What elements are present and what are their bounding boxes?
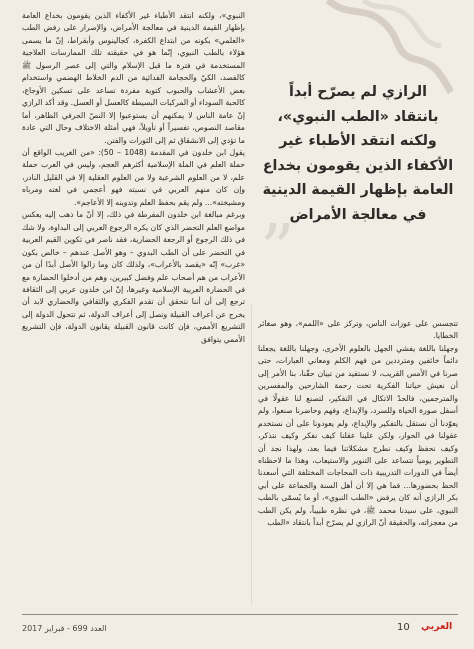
left-paragraph-1: النبوي»، ولكنه انتقد الأطباء غير الأكفاء الذين يقومون بخداع العامة بإظهار القيمة الدينية في معالجة الأمراض، والإصرار على رفض الطب «العلمي» بكونه من ابتداع الكفرة، كجالينوس وأبقراط، إنّ ما يسمى هؤلاء بالطب النبوي، إنّما هو في حقيقته تلك الممارسات العلاجية المستخدمة في فترة ما قبل الإسلام والتي إلى عصر الرسول ﷺ كالفصد، الكيّ والحجامة الفدائية من الدم الخلاط الهضمي واستخدام بعض الأعشاب والحبوب كتوية مفردة تساعد على تسكين الأوجاع، كالحبة السوداء أو المركبات البسيطة كالعسل أو العسل. وقد أكد الرازي إنّ عامة الناس لا يمكنهم أن يستوعبوا إلا النصّ الحرفي الظاهر، أما مقاصد النصوص، تفسيراً أو تأويلاً، فهي أمثلة الاختلاف وحال التي عادة ما تؤدي إلى الانشقاق ثم إلى الثورات والفتن. bbox=[22, 11, 245, 145]
pull-quote-line: في معالجة الأمراض bbox=[289, 206, 427, 223]
page-footer bbox=[0, 610, 474, 649]
pull-quote-line: العامة بإظهار القيمة الدينية bbox=[262, 182, 454, 199]
pull-quote-line: ولكنه انتقد الأطباء غير bbox=[279, 133, 437, 150]
pull-quote-line: الرازي لم يصرّح أبداً bbox=[289, 84, 427, 100]
page-number: 10 bbox=[397, 622, 410, 633]
quote-mark-icon: ” bbox=[260, 211, 295, 290]
right-paragraph-2: وجهلنا باللغة يفشي الجهل بالعلوم الأخرى، وجهلنا باللغة يجعلنا دائماً خائفين ومترددين من فهم الكلم ومعاني العبارات، حتى صرنا في الأمس القريب، لا نستفيد من تبيان حقّنا، بنا الأمر إلى أن نعيش حياتنا الفكرية تحت رحمة الشارحين والمفسرين والمترجمين، فالحدّ الاتكال في التفكير، لتصنع لنا عقولًا في أسفل صورة الحياة وللسرد، والإبداع، وفهم وحاضرنا صنعوا، ولم يعوّدنا أن نستقل بالتفكير والإبداع، ولم يعودونا على أن نستخدم عقولنا في الحوار، ولكن علينا عقلنا كيف نفكر وكيف نتذكر، وكيف نحفظ وكيف نطرح مشكلاتنا فيما بعد، ولهذا نجد أن التطوير يومياً تتساعد على التنوير والاستيعاب، وهذا ما لاحظناه أيضاً في الدورات التدريبية ذات المحاجات المختلفة التي أسعدنا الحظ بحضورها... فما هي إلا أن أهل السنة والجماعة على أبي بكر الرازي أنه كان يرفض «الطب النبوي»، أو ما يُسمّى بالطب النبوي، على سيدنا محمد ﷺ، في نظره طبيباً، ولم يكن الطب من معجزاته، والحقيقة أنّ الرازي لم يصرّح أبداً بانتقاد «الطب bbox=[258, 343, 458, 528]
issue-info: العدد 699 - فبراير 2017 bbox=[22, 624, 107, 633]
right-paragraph-1: تتجسس على عورات الناس، وتركز على «اللمم»، وهو صغائر الخطايا. bbox=[258, 319, 458, 341]
left-paragraph-3: وبرغم مبالغة ابن خلدون المفرطة في ذلك، إلا أنّ ما ذهب إليه يعكس مواضع العلم التحضر الذي كان يكره الرجوع العربي إلى البداوة، ولا شك في ذلك الرجوع أو الرجعة الحضارية، فقد ناصر في تكوين القيم العربية في التحضر على أن الطب البدوي – وهو الأصل عندهم – خالص بكون «غرب» إنّه «يقصد بالأعراب»، ولذلك كان وما زالوا الأصل أبدًا أن من الأعراب من هم أصحاب علم وفضل كبيرين، وهم من أدخلوا الحضارة مع في الحضارة العربية الإسلامية وغيرها، إنّ ابن خلدون عربي إلى الثقافة ترجع إلى أن أننا نتحقق أن تقدم الفكري والثقافي والحضاري لابد أن يخرج عن أعراف القبيلة وتصل إلى أعراف الدولة، ثم تتحول الدولة إلى التشريع الأممي، فإن كانت قانون القبيلة يقانون الدولة، فإن التشريع الأممي يتوافق bbox=[22, 210, 245, 344]
pull-quote-line: الأكفاء الذين يقومون بخداع bbox=[262, 157, 454, 174]
magazine-logo: العربي bbox=[421, 621, 453, 632]
pull-quote-line: بانتقاد «الطب النبوي»، bbox=[277, 108, 439, 125]
left-paragraph-2: يقول ابن خلدون في المقدمة (1048 – 50): «من الغريب الواقع أن حملة العلم في الملة الإسلامية أكثرهم العجم، وليس في العرب حملة علم، لا من العلوم الشرعية ولا من العلوم العقلية إلا في القليل النادر، وإن كان منهم العربي في نسبته فهو أعجمي في لغته ومرباه ومشيخته»... ولم يقم بحفظ العلم وتدوينه إلا الأعاجم». bbox=[22, 147, 245, 207]
column-divider bbox=[251, 305, 252, 605]
left-article-column bbox=[22, 10, 245, 608]
right-article-column bbox=[258, 318, 458, 608]
footer-divider bbox=[22, 614, 458, 615]
